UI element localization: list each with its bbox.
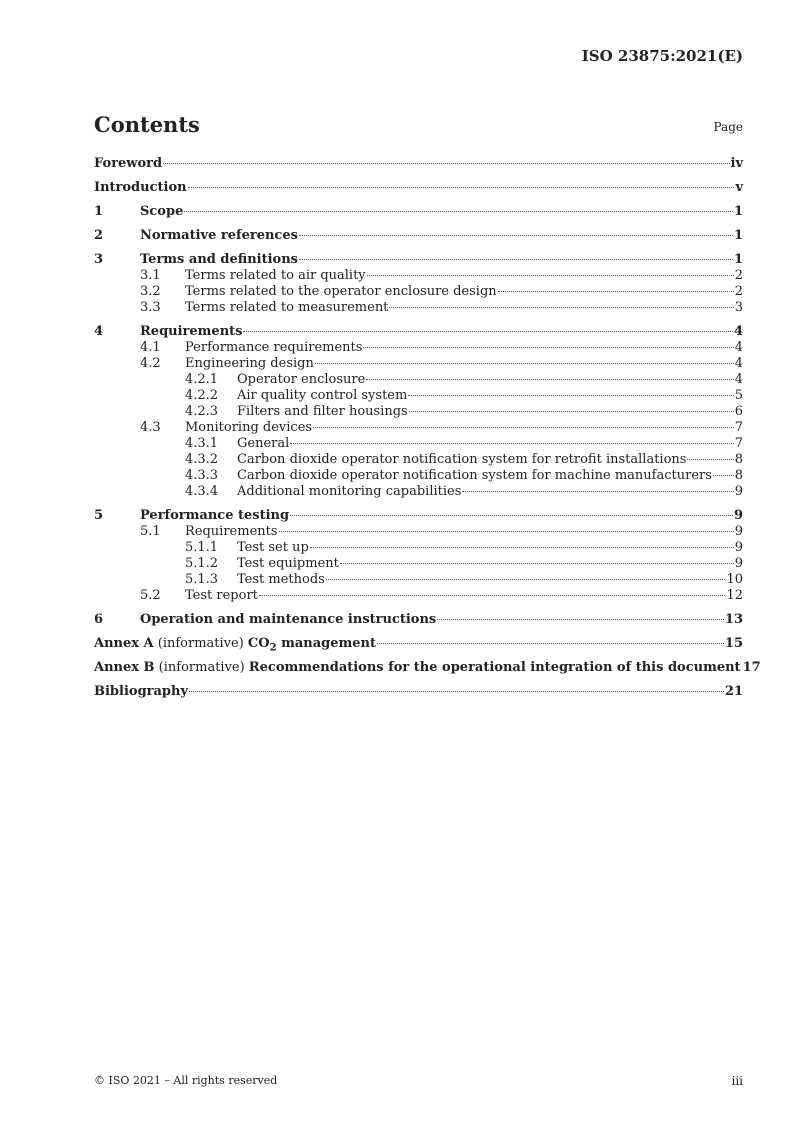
annex-label: Annex B xyxy=(94,660,155,675)
toc-entry-title: Terms related to the operator enclosure design xyxy=(185,284,497,299)
dot-leader xyxy=(462,491,733,492)
toc-entry-page: 9 xyxy=(734,524,743,539)
toc-entry[interactable] xyxy=(94,572,743,588)
toc-entry-number: 4.3.2 xyxy=(185,452,219,467)
annex-qualifier: (informative) xyxy=(153,636,248,651)
copyright-notice: © ISO 2021 – All rights reserved xyxy=(94,1074,278,1087)
toc-entry[interactable] xyxy=(94,508,743,524)
toc-entry[interactable] xyxy=(94,420,743,436)
dot-leader xyxy=(377,643,724,644)
toc-entry-title: Introduction xyxy=(94,180,187,195)
toc-entry-title: Normative references xyxy=(140,228,298,243)
toc-entry-number: 4.2 xyxy=(140,356,161,371)
toc-entry[interactable] xyxy=(94,284,743,300)
toc-entry-number: 4.3.4 xyxy=(185,484,219,499)
dot-leader xyxy=(189,691,724,692)
toc-entry-page: 21 xyxy=(724,684,743,699)
dot-leader xyxy=(188,187,734,188)
toc-entry-page: 9 xyxy=(734,484,743,499)
toc-entry[interactable] xyxy=(94,524,743,540)
toc-entry[interactable] xyxy=(94,252,743,268)
toc-entry-number: 1 xyxy=(94,204,104,219)
page-number: iii xyxy=(731,1074,743,1088)
toc-entry-title: Air quality control system xyxy=(237,388,408,403)
toc-entry-title: Operation and maintenance instructions xyxy=(140,612,437,627)
toc-entry-page: 4 xyxy=(734,340,743,355)
toc-entry-number: 3.3 xyxy=(140,300,161,315)
toc-entry-number: 3 xyxy=(94,252,104,267)
toc-entry-title: Scope xyxy=(140,204,184,219)
toc-entry-title: Terms related to air quality xyxy=(185,268,366,283)
toc-entry[interactable] xyxy=(94,356,743,372)
dot-leader xyxy=(687,459,733,460)
toc-entry[interactable] xyxy=(94,268,743,284)
annex-qualifier: (informative) xyxy=(154,660,249,675)
toc-entry-page: 9 xyxy=(734,540,743,555)
toc-entry-page: 17 xyxy=(742,660,761,675)
toc-entry[interactable] xyxy=(94,436,743,452)
toc-entry-title: Test report xyxy=(185,588,258,603)
toc-entry-title: Terms and definitions xyxy=(140,252,298,267)
toc-entry-number: 5.1.1 xyxy=(185,540,219,555)
toc-entry[interactable] xyxy=(94,540,743,556)
toc-entry-page: 4 xyxy=(734,372,743,387)
toc-entry-number: 5.1.3 xyxy=(185,572,219,587)
toc-entry-title xyxy=(94,636,376,652)
dot-leader xyxy=(713,475,734,476)
toc-entry-page: 2 xyxy=(734,284,743,299)
standard-identifier: ISO 23875:2021(E) xyxy=(581,47,743,65)
toc-entry-number: 3.1 xyxy=(140,268,161,283)
page-column-label: Page xyxy=(713,120,743,134)
toc-entry-page: 9 xyxy=(734,556,743,571)
dot-leader xyxy=(299,235,733,236)
toc-entry-title: General xyxy=(237,436,290,451)
toc-entry-title: Foreword xyxy=(94,156,163,171)
dot-leader xyxy=(243,331,732,332)
toc-entry-number: 4.3.1 xyxy=(185,436,219,451)
toc-entry-title: Operator enclosure xyxy=(237,372,366,387)
toc-entry[interactable] xyxy=(94,556,743,572)
toc-entry[interactable] xyxy=(94,612,743,628)
toc-entry-page: 3 xyxy=(734,300,743,315)
dot-leader xyxy=(326,579,726,580)
toc-entry-title: Test equipment xyxy=(237,556,339,571)
toc-entry-title: Carbon dioxide operator notification system for retrofit installations xyxy=(237,452,687,467)
toc-entry-number: 5.1 xyxy=(140,524,161,539)
annex-title-main: CO xyxy=(247,636,270,651)
toc-entry-page: 12 xyxy=(726,588,743,603)
toc-entry-page: 15 xyxy=(724,636,743,651)
annex-label: Annex A xyxy=(94,636,154,651)
toc-entry-number: 4.2.2 xyxy=(185,388,219,403)
toc-entry-page: 2 xyxy=(734,268,743,283)
toc-entry-number: 4.3 xyxy=(140,420,161,435)
dot-leader xyxy=(498,291,734,292)
toc-entry-page: 7 xyxy=(734,420,743,435)
toc-entry-number: 4.3.3 xyxy=(185,468,219,483)
toc-entry-page: 4 xyxy=(733,324,743,339)
dot-leader xyxy=(437,619,724,620)
toc-entry-page: 13 xyxy=(724,612,743,627)
table-of-contents xyxy=(94,154,761,700)
dot-leader xyxy=(279,531,734,532)
contents-title: Contents xyxy=(94,112,200,137)
toc-entry-title: Performance testing xyxy=(140,508,290,523)
dot-leader xyxy=(299,259,733,260)
toc-entry-title: Bibliography xyxy=(94,684,189,699)
toc-entry[interactable] xyxy=(94,156,743,172)
toc-entry[interactable] xyxy=(94,468,743,484)
dot-leader xyxy=(367,275,734,276)
dot-leader xyxy=(259,595,726,596)
toc-entry[interactable] xyxy=(94,228,743,244)
toc-entry-page: 1 xyxy=(733,204,743,219)
dot-leader xyxy=(366,379,733,380)
toc-entry-page: iv xyxy=(730,156,743,171)
dot-leader xyxy=(389,307,733,308)
toc-entry-page: 5 xyxy=(734,388,743,403)
toc-entry-title: Carbon dioxide operator notification system for machine manufacturers xyxy=(237,468,712,483)
toc-entry[interactable] xyxy=(94,588,743,604)
dot-leader xyxy=(184,211,733,212)
dot-leader xyxy=(340,563,734,564)
toc-entry-number: 5.2 xyxy=(140,588,161,603)
toc-entry-page: 8 xyxy=(734,468,743,483)
dot-leader xyxy=(408,395,733,396)
toc-entry-title: Performance requirements xyxy=(185,340,363,355)
dot-leader xyxy=(290,443,733,444)
toc-entry[interactable] xyxy=(94,340,743,356)
toc-entry-number: 2 xyxy=(94,228,104,243)
toc-entry-number: 6 xyxy=(94,612,104,627)
toc-entry-page: 6 xyxy=(734,404,743,419)
toc-entry-annex-a[interactable] xyxy=(94,636,743,652)
toc-entry-title: Engineering design xyxy=(185,356,314,371)
toc-entry-page: v xyxy=(735,180,743,195)
toc-entry-number: 5 xyxy=(94,508,104,523)
toc-entry-title: Requirements xyxy=(185,524,278,539)
toc-entry-number: 4.2.3 xyxy=(185,404,219,419)
dot-leader xyxy=(363,347,733,348)
toc-entry[interactable] xyxy=(94,324,743,340)
toc-entry[interactable] xyxy=(94,388,743,404)
toc-entry-page: 10 xyxy=(726,572,743,587)
dot-leader xyxy=(290,515,733,516)
toc-entry-page: 8 xyxy=(734,452,743,467)
toc-entry[interactable] xyxy=(94,372,743,388)
dot-leader xyxy=(315,363,734,364)
toc-entry-number: 5.1.2 xyxy=(185,556,219,571)
dot-leader xyxy=(310,547,734,548)
page-footer xyxy=(94,1074,743,1088)
toc-entry-page: 9 xyxy=(733,508,743,523)
toc-entry-page: 7 xyxy=(734,436,743,451)
toc-entry-number: 4.1 xyxy=(140,340,161,355)
dot-leader xyxy=(313,427,734,428)
toc-entry-title: Filters and filter housings xyxy=(237,404,408,419)
dot-leader xyxy=(163,163,729,164)
dot-leader xyxy=(409,411,734,412)
toc-entry[interactable] xyxy=(94,452,743,468)
contents-header xyxy=(94,112,743,142)
toc-entry-title: Monitoring devices xyxy=(185,420,313,435)
toc-entry-annex-b[interactable] xyxy=(94,660,761,676)
toc-entry[interactable] xyxy=(94,204,743,220)
toc-entry-page: 4 xyxy=(734,356,743,371)
toc-entry-title: Test methods xyxy=(237,572,325,587)
toc-entry-number: 4.2.1 xyxy=(185,372,219,387)
toc-entry[interactable] xyxy=(94,300,743,316)
toc-entry-title: Terms related to measurement xyxy=(185,300,389,315)
toc-entry-number: 4 xyxy=(94,324,104,339)
toc-entry-bibliography[interactable] xyxy=(94,684,743,700)
annex-title: Recommendations for the operational integration of this document xyxy=(248,660,741,675)
toc-entry-title: Test set up xyxy=(237,540,309,555)
annex-title-subscript: 2 xyxy=(269,642,277,654)
toc-entry-title: Additional monitoring capabilities xyxy=(237,484,462,499)
toc-entry-title xyxy=(94,660,741,676)
toc-entries xyxy=(94,156,743,628)
toc-entry[interactable] xyxy=(94,404,743,420)
annex-title-rest: management xyxy=(276,636,376,651)
toc-entry[interactable] xyxy=(94,484,743,500)
toc-entry-title: Requirements xyxy=(140,324,243,339)
toc-entry-page: 1 xyxy=(733,228,743,243)
toc-entry-page: 1 xyxy=(733,252,743,267)
toc-entry[interactable] xyxy=(94,180,743,196)
toc-entry-number: 3.2 xyxy=(140,284,161,299)
